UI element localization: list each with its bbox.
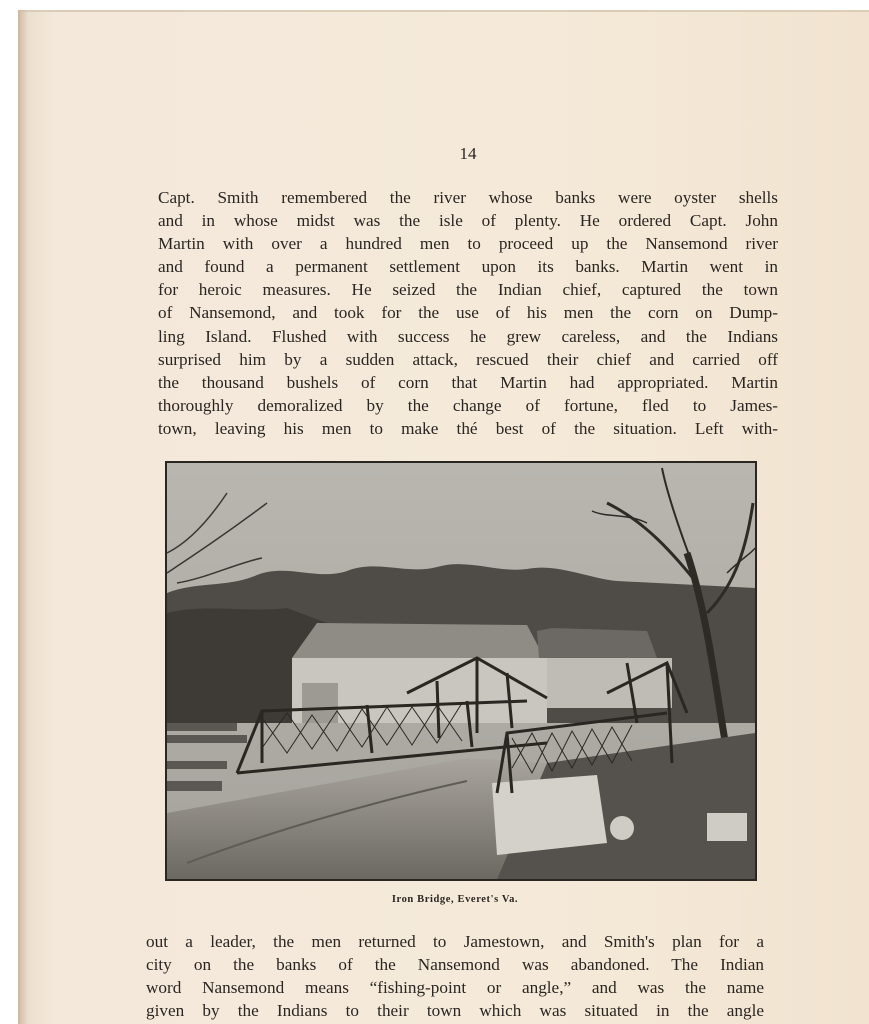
text-line: city on the banks of the Nansemond was abandoned. The Indian: [146, 955, 764, 975]
text-line: thoroughly demoralized by the change of fortune, fled to James-: [158, 395, 778, 415]
stone-abutment: [492, 775, 607, 855]
text-line: given by the Indians to their town which was situated in the angle: [146, 1001, 764, 1021]
text-line: Capt. Smith remembered the river whose banks were oyster shells: [158, 188, 778, 207]
text-line: town, leaving his men to make thé best of the situation. Left with-: [158, 418, 778, 438]
barn-roof: [292, 623, 547, 663]
bottom-paragraph: [146, 930, 764, 1022]
top-paragraph: [158, 186, 778, 440]
text-line: for heroic measures. He seized the Indian chief, captured the town: [158, 280, 778, 300]
text-line: surprised him by a sudden attack, rescued their chief and carried off: [158, 349, 778, 369]
building-roof: [537, 628, 657, 658]
text-line: and found a permanent settlement upon its banks. Martin went in: [158, 257, 778, 277]
text-line: out a leader, the men returned to Jamestown, and Smith's plan for a: [146, 932, 764, 951]
page-number: 14: [459, 144, 477, 163]
photo-illustration: [167, 463, 755, 879]
text-line: the thousand bushels of corn that Martin had appropriated. Martin: [158, 372, 778, 392]
text-line: ling Island. Flushed with success he grew careless, and the Indians: [158, 326, 778, 346]
text-line: of Nansemond, and took for the use of his men the corn on Dump-: [158, 303, 778, 323]
photo-caption: Iron Bridge, Everet's Va.: [391, 894, 519, 905]
text-line: Martin with over a hundred men to proceed up the Nansemond river: [158, 234, 778, 254]
text-line: word Nansemond means “fishing-point or angle,” and was the name: [146, 978, 764, 998]
text-line: and in whose midst was the isle of plenty. He ordered Capt. John: [158, 211, 778, 231]
iron-bridge-photo: [165, 461, 757, 881]
building-wall: [547, 658, 672, 708]
